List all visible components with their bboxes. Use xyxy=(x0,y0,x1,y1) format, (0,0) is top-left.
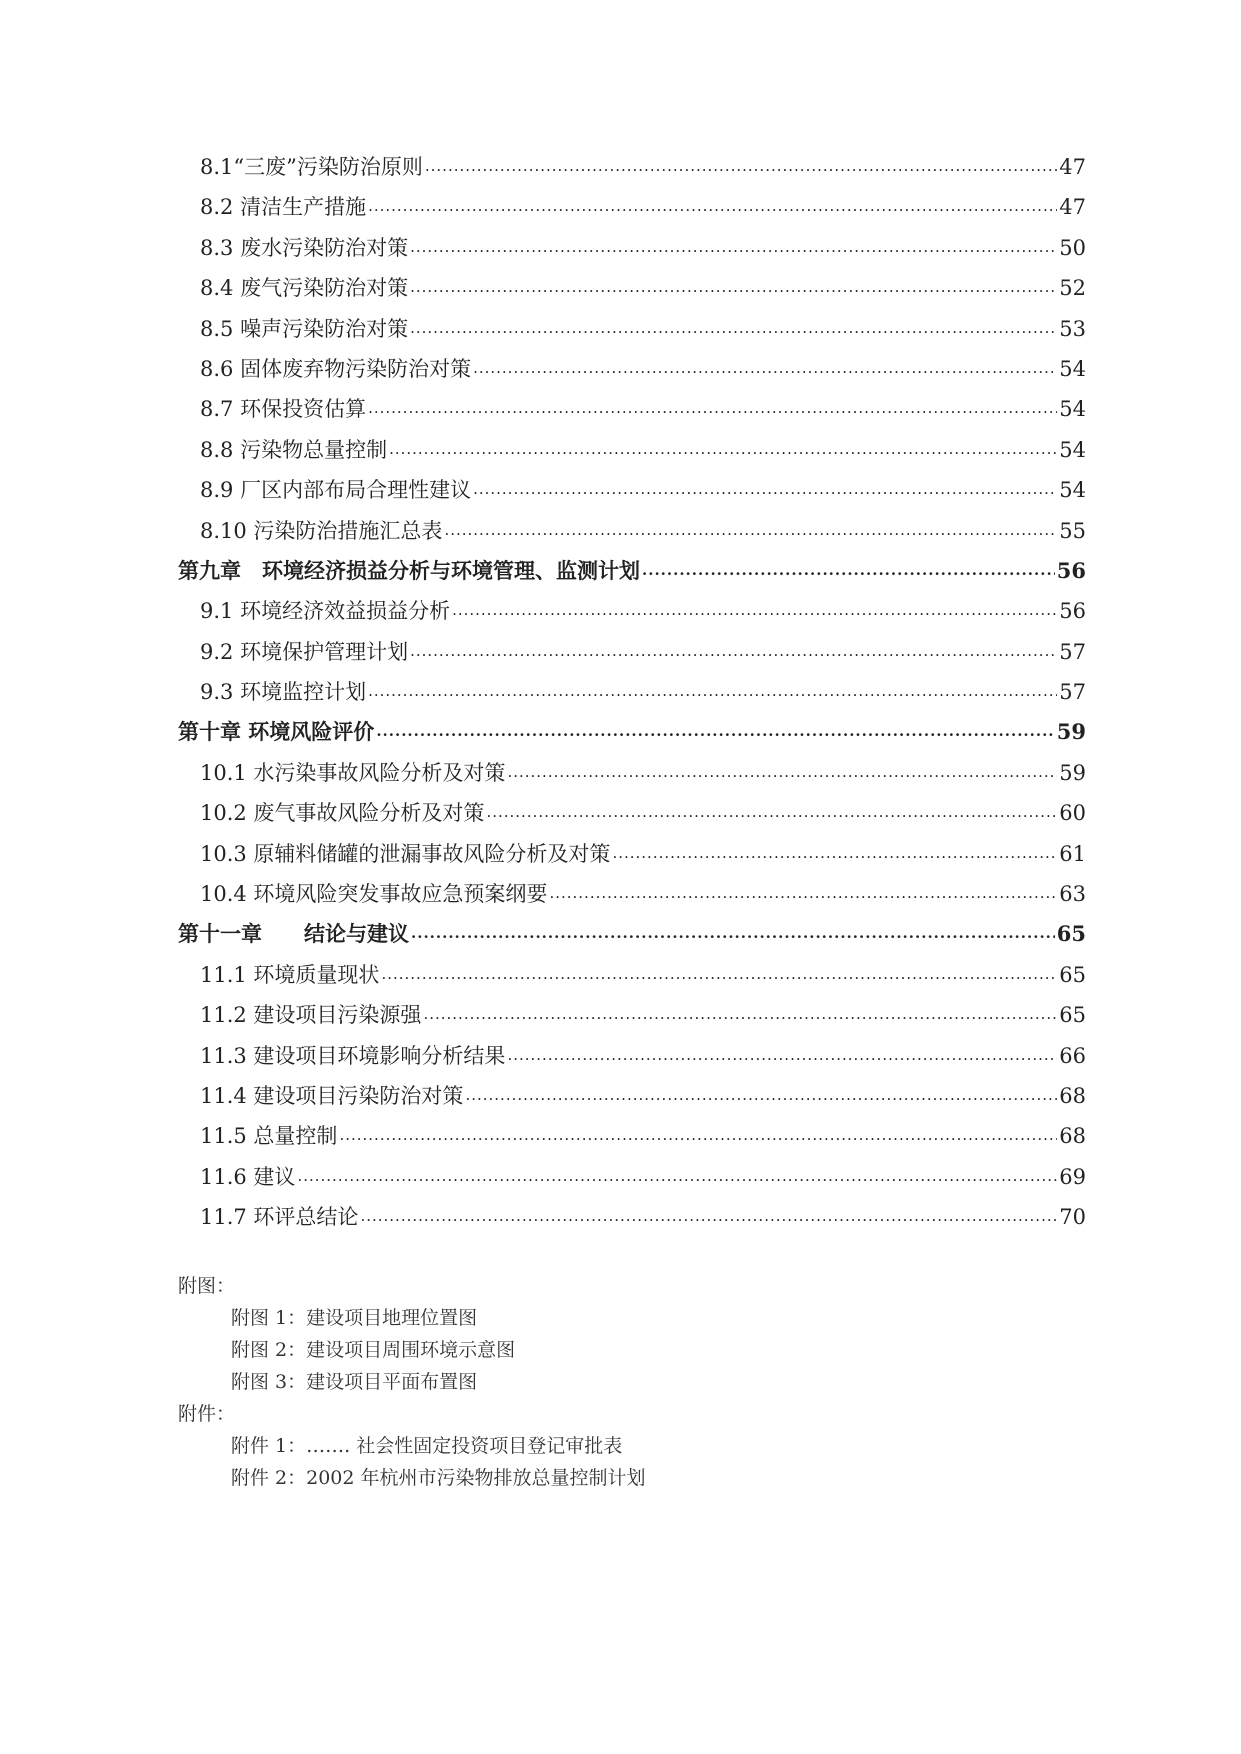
toc-dot-leader xyxy=(465,1075,1057,1115)
toc-page-number: 66 xyxy=(1059,1043,1086,1068)
toc-section-entry[interactable] xyxy=(178,1197,1086,1237)
toc-section-entry[interactable] xyxy=(178,511,1086,551)
toc-page-number: 47 xyxy=(1059,195,1086,220)
toc-dot-leader xyxy=(410,631,1057,671)
toc-dot-leader xyxy=(389,429,1057,469)
toc-page-number: 56 xyxy=(1059,599,1086,624)
attachment-item: 附件 2：2002 年杭州市污染物排放总量控制计划 xyxy=(231,1467,646,1489)
toc-entry-title: 8.10 污染防治措施汇总表 xyxy=(200,518,443,543)
toc-page-number: 50 xyxy=(1059,235,1086,260)
toc-section-entry[interactable] xyxy=(178,591,1086,631)
toc-page-number: 59 xyxy=(1056,719,1086,745)
figure-item: 附图 3：建设项目平面布置图 xyxy=(231,1371,478,1393)
toc-page-number: 65 xyxy=(1059,1003,1086,1028)
toc-dot-leader xyxy=(410,267,1057,307)
attachment-item: 附件 1：……. 社会性固定投资项目登记审批表 xyxy=(231,1435,623,1457)
toc-dot-leader xyxy=(507,1035,1057,1075)
toc-page-number: 68 xyxy=(1059,1083,1086,1108)
toc-dot-leader xyxy=(452,590,1057,630)
figure-item: 附图 1：建设项目地理位置图 xyxy=(231,1307,478,1329)
toc-entry-title: 8.2 清洁生产措施 xyxy=(200,195,367,220)
toc-section-entry[interactable] xyxy=(178,672,1086,712)
toc-chapter-entry[interactable] xyxy=(178,551,1086,591)
toc-page-number: 60 xyxy=(1059,801,1086,826)
toc-page-number: 63 xyxy=(1059,882,1086,907)
toc-page-number: 68 xyxy=(1059,1124,1086,1149)
toc-section-entry[interactable] xyxy=(178,187,1086,227)
toc-page-number: 54 xyxy=(1059,397,1086,422)
toc-dot-leader xyxy=(411,913,1055,953)
toc-section-entry[interactable] xyxy=(178,309,1086,349)
toc-dot-leader xyxy=(368,186,1057,226)
toc-section-entry[interactable] xyxy=(178,1157,1086,1197)
toc-entry-title: 9.1 环境经济效益损益分析 xyxy=(200,599,451,624)
toc-entry-title: 11.3 建设项目环境影响分析结果 xyxy=(200,1043,506,1068)
toc-section-entry[interactable] xyxy=(178,874,1086,914)
toc-entry-title: 10.1 水污染事故风险分析及对策 xyxy=(200,760,506,785)
toc-section-entry[interactable] xyxy=(178,349,1086,389)
toc-section-entry[interactable] xyxy=(178,268,1086,308)
toc-entry-title: 8.9 厂区内部布局合理性建议 xyxy=(200,478,472,503)
toc-page-number: 65 xyxy=(1059,962,1086,987)
toc-entry-title: 8.8 污染物总量控制 xyxy=(200,437,388,462)
toc-page-number: 54 xyxy=(1059,478,1086,503)
toc-chapter-entry[interactable] xyxy=(178,712,1086,752)
toc-section-entry[interactable] xyxy=(178,1116,1086,1156)
appendix-section xyxy=(178,1270,878,1494)
toc-section-entry[interactable] xyxy=(178,389,1086,429)
toc-page-number: 53 xyxy=(1059,316,1086,341)
toc-entry-title: 8.4 废气污染防治对策 xyxy=(200,276,409,301)
toc-page-number: 52 xyxy=(1059,276,1086,301)
toc-entry-title: 第十一章 结论与建议 xyxy=(178,921,409,947)
toc-section-entry[interactable] xyxy=(178,955,1086,995)
toc-page-number: 70 xyxy=(1059,1205,1086,1230)
toc-page-number: 47 xyxy=(1059,155,1086,179)
toc-section-entry[interactable] xyxy=(178,1076,1086,1116)
toc-section-entry[interactable] xyxy=(178,632,1086,672)
toc-dot-leader xyxy=(368,671,1057,711)
toc-entry-title: 11.7 环评总结论 xyxy=(200,1205,359,1230)
toc-dot-leader xyxy=(549,873,1057,913)
toc-page-number: 56 xyxy=(1056,557,1086,583)
toc-page-number: 61 xyxy=(1059,841,1086,866)
attachments-group xyxy=(178,1398,878,1494)
toc-entry-title: 10.3 原辅料储罐的泄漏事故风险分析及对策 xyxy=(200,841,611,866)
toc-dot-leader xyxy=(425,146,1057,186)
toc-entry-title: 第九章 环境经济损益分析与环境管理、监测计划 xyxy=(178,557,640,583)
figures-heading: 附图： xyxy=(178,1275,236,1297)
toc-dot-leader xyxy=(410,227,1057,267)
toc-entry-title: 10.2 废气事故风险分析及对策 xyxy=(200,801,485,826)
toc-dot-leader xyxy=(381,954,1057,994)
toc-dot-leader xyxy=(444,510,1057,550)
figures-group xyxy=(178,1270,878,1398)
toc-page-number: 57 xyxy=(1059,680,1086,705)
toc-dot-leader xyxy=(473,469,1057,509)
toc-page-number: 55 xyxy=(1059,518,1086,543)
toc-dot-leader xyxy=(376,711,1054,751)
toc-dot-leader xyxy=(360,1196,1057,1236)
toc-chapter-entry[interactable] xyxy=(178,914,1086,954)
attachments-heading: 附件： xyxy=(178,1403,236,1425)
toc-dot-leader xyxy=(339,1115,1057,1155)
toc-entry-title: 11.2 建设项目污染源强 xyxy=(200,1003,422,1028)
toc-dot-leader xyxy=(486,792,1057,832)
toc-dot-leader xyxy=(612,833,1057,873)
toc-page-number: 54 xyxy=(1059,356,1086,381)
toc-section-entry[interactable] xyxy=(178,834,1086,874)
toc-entry-title: 11.4 建设项目污染防治对策 xyxy=(200,1083,464,1108)
toc-entry-title: 9.2 环境保护管理计划 xyxy=(200,639,409,664)
toc-page-number: 59 xyxy=(1059,760,1086,785)
toc-section-entry[interactable] xyxy=(178,793,1086,833)
toc-entry-title: 11.5 总量控制 xyxy=(200,1124,338,1149)
toc-section-entry[interactable] xyxy=(178,753,1086,793)
toc-entry-title: 11.1 环境质量现状 xyxy=(200,962,380,987)
toc-section-entry[interactable] xyxy=(178,228,1086,268)
toc-dot-leader xyxy=(507,752,1057,792)
toc-dot-leader xyxy=(423,994,1057,1034)
toc-entry-title: 10.4 环境风险突发事故应急预案纲要 xyxy=(200,882,548,907)
toc-entry-title: 8.5 噪声污染防治对策 xyxy=(200,316,409,341)
toc-section-entry[interactable] xyxy=(178,470,1086,510)
toc-section-entry[interactable] xyxy=(178,995,1086,1035)
toc-entry-title: 9.3 环境监控计划 xyxy=(200,680,367,705)
toc-entry-title: 8.1“三废”污染防治原则 xyxy=(200,155,423,179)
toc-entry-title: 第十章 环境风险评价 xyxy=(178,719,375,745)
toc-page-number: 65 xyxy=(1056,921,1086,947)
toc-entry-title: 8.6 固体废弃物污染防治对策 xyxy=(200,356,472,381)
toc-section-entry[interactable] xyxy=(178,430,1086,470)
toc-dot-leader xyxy=(473,348,1057,388)
toc-entry-title: 8.7 环保投资估算 xyxy=(200,397,367,422)
toc-entry-title: 11.6 建议 xyxy=(200,1164,296,1189)
toc-dot-leader xyxy=(642,550,1055,590)
toc-dot-leader xyxy=(410,308,1057,348)
toc-dot-leader xyxy=(297,1156,1057,1196)
toc-dot-leader xyxy=(368,388,1057,428)
table-of-contents xyxy=(178,147,1086,1238)
toc-page-number: 69 xyxy=(1059,1164,1086,1189)
toc-page-number: 54 xyxy=(1059,437,1086,462)
figure-item: 附图 2：建设项目周围环境示意图 xyxy=(231,1339,516,1361)
toc-section-entry[interactable] xyxy=(178,1036,1086,1076)
toc-section-entry[interactable] xyxy=(178,147,1086,187)
toc-entry-title: 8.3 废水污染防治对策 xyxy=(200,235,409,260)
toc-page-number: 57 xyxy=(1059,639,1086,664)
